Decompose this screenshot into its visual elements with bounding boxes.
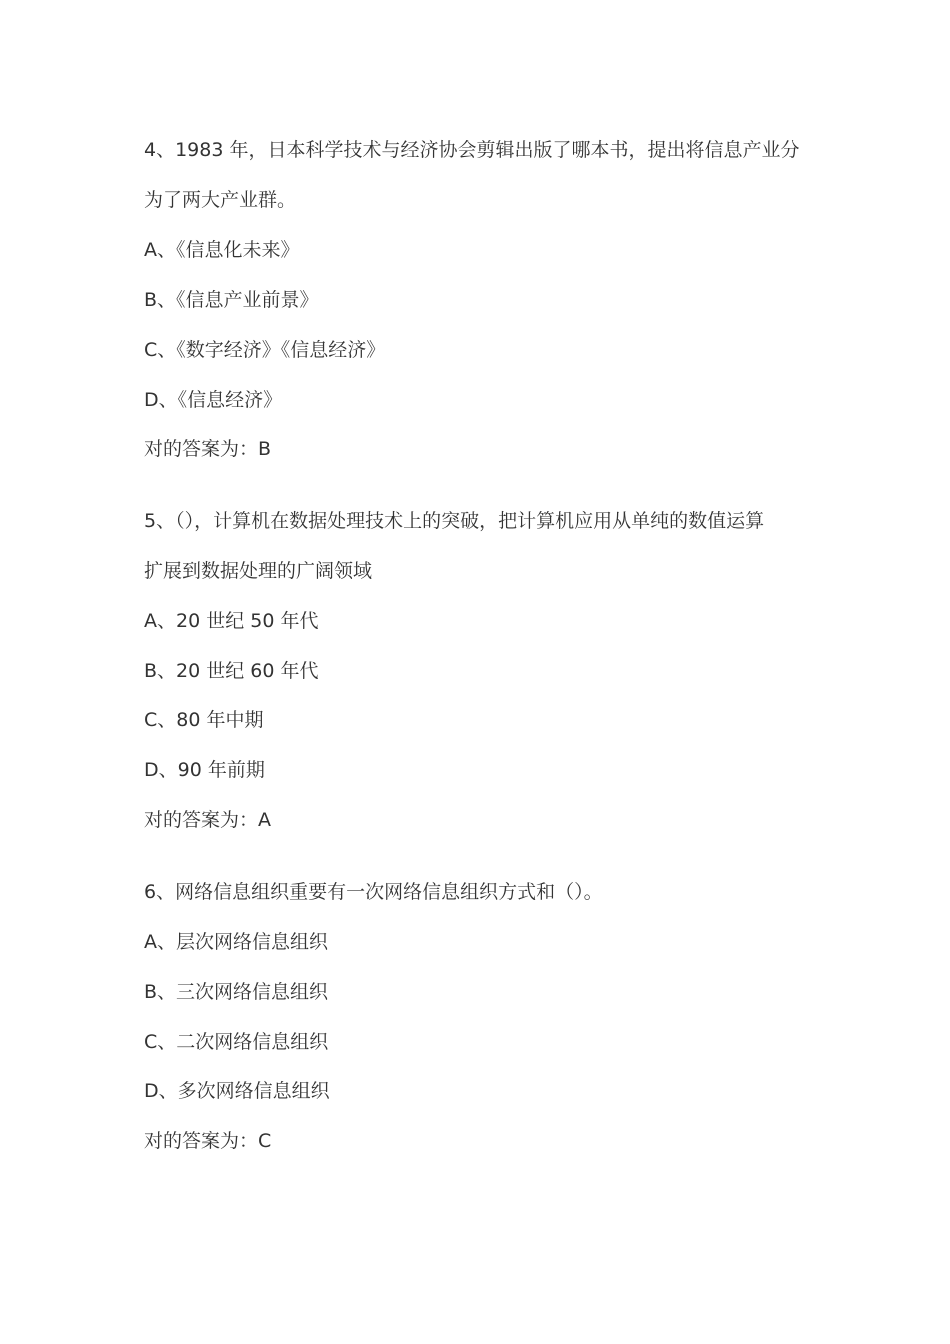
question-6-answer: 对的答案为：C [144, 1130, 272, 1152]
question-5-answer: 对的答案为：A [144, 809, 271, 831]
question-6-option-c: C、二次网络信息组织 [144, 1031, 329, 1053]
question-6-option-a: A、层次网络信息组织 [144, 931, 328, 953]
question-5-stem-line-1: 5、（），计算机在数据处理技术上的突破，把计算机应用从单纯的数值运算 [144, 510, 765, 532]
question-4-answer: 对的答案为：B [144, 438, 272, 460]
question-4-option-a: A、《信息化未来》 [144, 239, 300, 261]
question-5-option-c: C、80 年中期 [144, 709, 264, 731]
question-4-option-c: C、《数字经济》《信息经济》 [144, 339, 386, 361]
question-5-stem-line-2: 扩展到数据处理的广阔领域 [144, 560, 373, 582]
question-5-option-d: D、90 年前期 [144, 759, 265, 781]
question-4-option-b: B、《信息产业前景》 [144, 289, 319, 311]
question-6-stem-line-1: 6、网络信息组织重要有一次网络信息组织方式和（）。 [144, 881, 603, 903]
question-4-option-d: D、《信息经济》 [144, 389, 283, 411]
question-6-option-d: D、多次网络信息组织 [144, 1080, 330, 1102]
question-5-option-a: A、20 世纪 50 年代 [144, 610, 319, 632]
question-6-option-b: B、三次网络信息组织 [144, 981, 329, 1003]
question-4-stem-line-1: 4、1983 年，日本科学技术与经济协会剪辑出版了哪本书，提出将信息产业分 [144, 139, 800, 161]
question-5-option-b: B、20 世纪 60 年代 [144, 660, 319, 682]
question-4-stem-line-2: 为了两大产业群。 [144, 189, 297, 211]
